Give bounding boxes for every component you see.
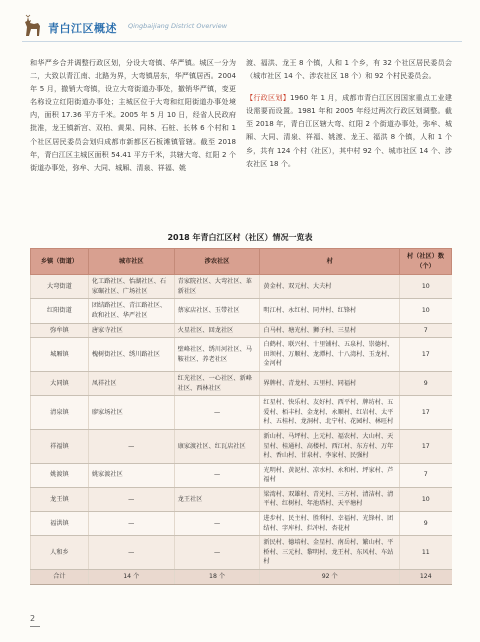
cell-urban: —: [88, 487, 174, 511]
table-row: [31, 536, 452, 570]
cell-count: 10: [400, 299, 452, 323]
cell-village: 明江村、永红村、同井村、红锋村: [260, 299, 400, 323]
total-urban: 14 个: [88, 570, 174, 585]
left-paragraph: 和华严乡合并调整行政区划，分设大弯镇、华严镇。城区一分为二，大致以青江南、北路为界，大弯镇居东，华严镇居西。2004 年 5 月，撤销大弯镇，设立大弯街道办事处，撤销华严镇，变更名称设立红阳街道办事处；主城区位于大弯和红阳街道办事处境内，面积 17.36 平方千米。2005 年 5 月 10 日，经省人民政府批准，龙王镇新宫、双柏、黄果、同林、石桩、长林 6 个村和 1 个社区居民委员会划归成都市新都区石板滩镇管辖。截至 2018 年，青白江区主城区面积 54.41 平方千米，共辖大弯、红阳 2 个街道办事处，弥牟、大同、城厢、清泉、祥福、姚: [30, 58, 236, 172]
table-header-row: [31, 249, 452, 275]
page-header: [22, 12, 462, 42]
cell-town: 人和乡: [31, 536, 89, 570]
cell-urban: 化工路社区、怡湖社区、石家碾社区、广场社区: [88, 275, 174, 299]
cell-count: 17: [400, 338, 452, 372]
cell-village: 新民村、德培村、金星村、南岳村、繁山村、平桥村、三元村、黎明村、龙王村、东风村、车站村: [260, 536, 400, 570]
cell-rural: —: [174, 512, 260, 536]
cell-urban: —: [88, 429, 174, 463]
cell-village: 进步村、民主村、胜利村、幸福村、光锋村、团结村、字库村、拦冲村、杏花村: [260, 512, 400, 536]
cell-count: 9: [400, 371, 452, 395]
section-label: 【行政区划】: [246, 93, 291, 103]
cell-rural: 蔡家店社区、玉带社区: [174, 299, 260, 323]
cell-rural: 龙王社区: [174, 487, 260, 511]
village-table: [30, 248, 452, 585]
cell-rural: 红光社区、一心社区、新峰社区、西林社区: [174, 371, 260, 395]
table-row: [31, 371, 452, 395]
cell-count: 17: [400, 429, 452, 463]
footer-rule: [30, 626, 40, 627]
cell-town: 大弯街道: [31, 275, 89, 299]
cell-village: 新山村、马坪村、上元村、福农村、大山村、天星村、桂通村、高楼村、西江村、东方村、万年村、香山村、甘泉村、李家村、民强村: [260, 429, 400, 463]
right-paragraph-1: 渡、福洪、龙王 8 个镇，人和 1 个乡，有 32 个社区居民委员会（城市社区 14 个、涉农社区 18 个）和 92 个村民委员会。: [246, 58, 452, 81]
table-row: [31, 338, 452, 372]
cell-village: 光明村、黄泥村、凉水村、永和村、坪家村、芦福村: [260, 463, 400, 487]
header-village: 村: [260, 249, 400, 275]
cell-town: 清泉镇: [31, 396, 89, 430]
header-rural: 涉农社区: [174, 249, 260, 275]
cell-count: 10: [400, 487, 452, 511]
cell-village: 白鹤村、联兴村、十里铺村、五泉村、崇德村、田坝村、万顺村、龙潭村、十八湾村、玉龙村、金河村: [260, 338, 400, 372]
header-divider: [22, 41, 462, 42]
cell-rural: —: [174, 463, 260, 487]
table-row: [31, 299, 452, 323]
table-row: [31, 487, 452, 511]
cell-town: 大同镇: [31, 371, 89, 395]
cell-count: 7: [400, 463, 452, 487]
cell-rural: 康家渡社区、红瓦店社区: [174, 429, 260, 463]
cell-urban: 姚家渡社区: [88, 463, 174, 487]
header-town: 乡镇（街道）: [31, 249, 89, 275]
total-label: 合计: [31, 570, 89, 585]
cell-count: 7: [400, 323, 452, 338]
cell-count: 10: [400, 275, 452, 299]
cell-rural: —: [174, 396, 260, 430]
table-row: [31, 512, 452, 536]
table-total-row: [31, 570, 452, 585]
table-row: [31, 463, 452, 487]
cell-town: 弥牟镇: [31, 323, 89, 338]
cell-town: 祥福镇: [31, 429, 89, 463]
total-count: 124: [400, 570, 452, 585]
left-column: [30, 56, 236, 174]
cell-rural: 壁峰社区、绣川河社区、马鞍社区、养老社区: [174, 338, 260, 372]
cell-town: 姚渡镇: [31, 463, 89, 487]
cell-town: 城厢镇: [31, 338, 89, 372]
cell-count: 9: [400, 512, 452, 536]
cell-rural: —: [174, 536, 260, 570]
right-paragraph-2: [246, 91, 452, 170]
table-row: [31, 275, 452, 299]
cell-urban: 团结路社区、青江路社区、政和社区、华严社区: [88, 299, 174, 323]
cell-town: 福洪镇: [31, 512, 89, 536]
cell-urban: —: [88, 512, 174, 536]
cell-count: 11: [400, 536, 452, 570]
cell-rural: 火星社区、回龙社区: [174, 323, 260, 338]
table-row: [31, 396, 452, 430]
cell-urban: 唐家寺社区: [88, 323, 174, 338]
header-subtitle: Qingbaijiang District Overview: [128, 22, 228, 30]
total-village: 92 个: [260, 570, 400, 585]
header-count: 村（社区）数（个）: [400, 249, 452, 275]
total-rural: 18 个: [174, 570, 260, 585]
cell-urban: 凤祥社区: [88, 371, 174, 395]
deer-logo-icon: [22, 14, 44, 38]
cell-count: 17: [400, 396, 452, 430]
table-row: [31, 429, 452, 463]
header-title: 青白江区概述: [48, 22, 117, 35]
cell-village: 白马村、塘光村、狮子村、三星村: [260, 323, 400, 338]
cell-village: 梁湾村、双雄村、青光村、三方村、清洁村、清平村、红树村、年池塔村、天平塘村: [260, 487, 400, 511]
cell-village: 红星村、快乐村、友好村、西平村、牌坊村、五爱村、栢丰村、金龙村、永顺村、红岩村、太平村、五桂村、龙洞村、北宁村、花园村、林旺村: [260, 396, 400, 430]
cell-town: 龙王镇: [31, 487, 89, 511]
header-urban: 城市社区: [88, 249, 174, 275]
page-number: 2: [30, 614, 36, 623]
section-text: 1960 年 1 月，成都市青白江区因国家重点工业建设需要而设置。1981 年和 2005 年经过两次行政区划调整。截至 2018 年，青白江区辖大弯、红阳 2 个街道办事处，弥牟、城厢、大同、清泉、祥福、姚渡、龙王、福洪 8 个镇，人和 1 个乡，共有 124 个村（社区），其中村 92 个、城市社区 14 个、涉农社区 18 个。: [246, 93, 452, 168]
cell-village: 黄金村、双元村、大夫村: [260, 275, 400, 299]
table-title: 2018 年青白江区村（社区）情况一览表: [167, 233, 313, 242]
cell-urban: 廖家场社区: [88, 396, 174, 430]
cell-rural: 青家院社区、大弯社区、革新社区: [174, 275, 260, 299]
right-column: [246, 56, 452, 170]
cell-village: 界牌村、青龙村、五里村、同福村: [260, 371, 400, 395]
cell-urban: —: [88, 536, 174, 570]
cell-urban: 槐树街社区、绣川路社区: [88, 338, 174, 372]
table-row: [31, 323, 452, 338]
cell-town: 红阳街道: [31, 299, 89, 323]
